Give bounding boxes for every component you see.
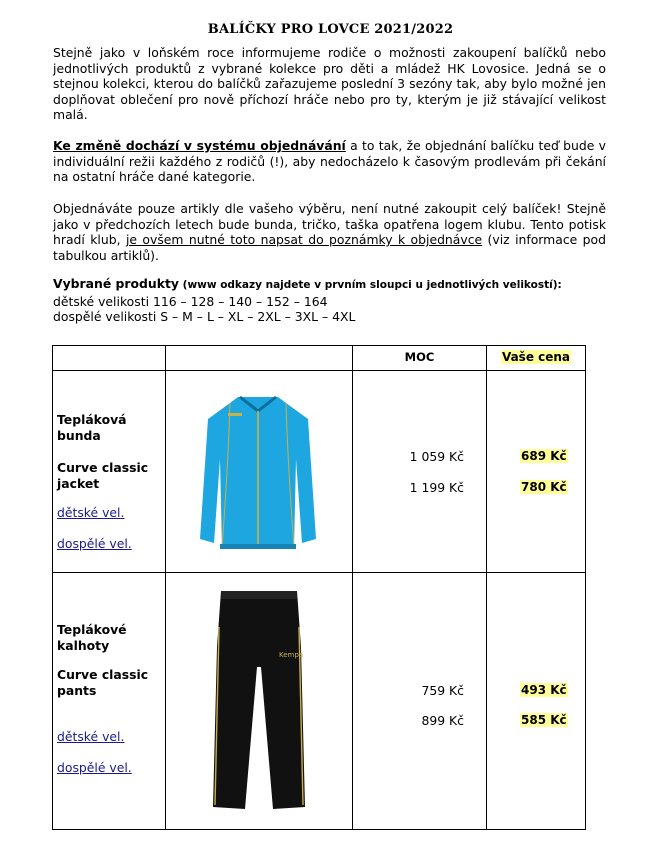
moc-kids: 1 059 Kč [409, 449, 464, 464]
selection-text-b: (viz informace pod tabulkou artiklů). [53, 232, 606, 263]
ordering-change-text: a to tak, že objednání balíčku teď bude v individuální režii každého z rodičů (!), aby nedocházelo k časovým prodlevám při čekání na ostatní hráče dané kategorie. [53, 138, 606, 185]
pants-image [209, 587, 309, 817]
table-row [53, 573, 586, 830]
link-kids-sizes[interactable]: dětské vel. [57, 505, 125, 520]
product-name-en: Curve classic pants [57, 667, 149, 698]
table-header-row [53, 346, 586, 371]
price-adult: 585 Kč [521, 713, 567, 727]
link-kids-sizes[interactable]: dětské vel. [57, 729, 125, 744]
selection-text-a: Objednáváte pouze artikly dle vašeho výběru, není nutné zakoupit celý balíček! Stejně jako v předchozích letech bude bunda, tričko, taška opatřena logem klubu. Tento potisk hradí klub, [53, 201, 606, 248]
product-name-cell [53, 573, 166, 830]
moc-cell [353, 371, 487, 573]
products-table [52, 345, 586, 830]
link-adult-sizes[interactable]: dospělé vel. [57, 536, 132, 551]
product-name-cz: Tepláková bunda [57, 412, 127, 443]
our-price-cell [487, 573, 586, 830]
products-note: (www odkazy najdete v prvním sloupci u jednotlivých velikostí): [178, 279, 562, 291]
product-name-en: Curve classic jacket [57, 460, 149, 491]
ordering-change-heading: Ke změně dochází v systému objednávání [53, 138, 346, 153]
page-title: BALÍČKY PRO LOVCE 2021/2022 [207, 22, 454, 37]
link-adult-sizes[interactable]: dospělé vel. [57, 760, 132, 775]
jacket-image [198, 389, 318, 559]
header-moc: MOC [353, 346, 487, 371]
moc-cell [353, 573, 487, 830]
product-name-cell [53, 371, 166, 573]
products-info [53, 276, 606, 325]
table-row [53, 371, 586, 573]
price-adult: 780 Kč [521, 480, 567, 494]
moc-adult: 1 199 Kč [409, 480, 464, 495]
header-empty-1 [53, 346, 166, 371]
ordering-paragraph [53, 138, 606, 185]
product-image-cell [166, 371, 353, 573]
kids-sizes: dětské velikosti 116 – 128 – 140 – 152 – 164 [53, 293, 328, 309]
moc-adult: 899 Kč [421, 713, 464, 728]
header-price-cell [487, 346, 586, 371]
product-name-cz: Teplákové kalhoty [57, 622, 127, 653]
header-price: Vaše cena [501, 350, 571, 364]
intro-paragraph: Stejně jako v loňském roce informujeme rodiče o možnosti zakoupení balíčků nebo jednotlivých produktů z vybrané kolekce pro děti a mládež HK Lovosice. Jedná se o stejnou kolekci, kterou do balíčků zařazujeme poslední 3 sezóny tak, aby bylo možné jen doplňovat oblečení pro nově příchozí hráče nebo pro ty, kterým je již stávající velikost malá. [53, 45, 606, 123]
note-requirement: je ovšem nutné toto napsat do poznámky k objednávce [125, 232, 483, 248]
selection-paragraph [53, 201, 606, 263]
price-kids: 493 Kč [521, 683, 567, 697]
brand-logo-text: Kempa [279, 651, 304, 659]
header-empty-2 [166, 346, 353, 371]
our-price-cell [487, 371, 586, 573]
product-image-cell [166, 573, 353, 830]
adult-sizes: dospělé velikosti S – M – L – XL – 2XL – 3XL – 4XL [53, 309, 356, 325]
products-heading: Vybrané produkty [53, 276, 179, 291]
moc-kids: 759 Kč [421, 683, 464, 698]
price-kids: 689 Kč [521, 449, 567, 463]
